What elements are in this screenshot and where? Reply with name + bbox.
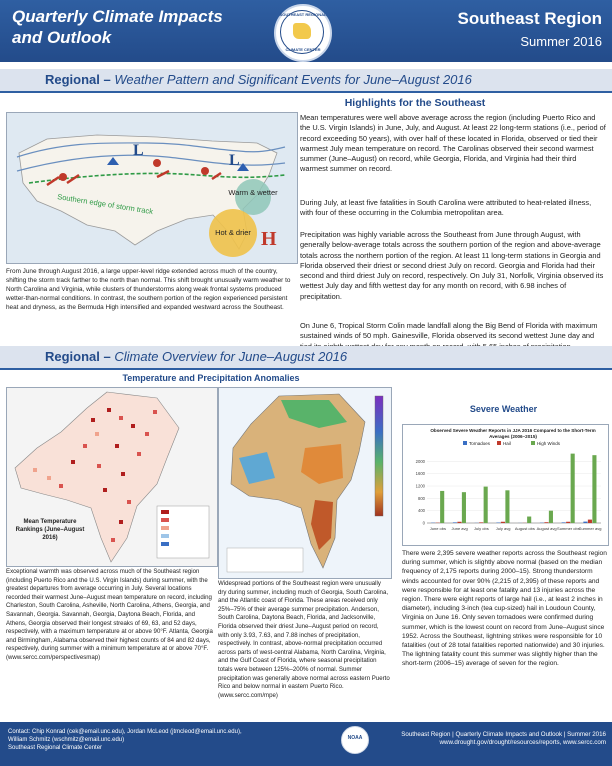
low-pressure-1: L: [133, 142, 144, 159]
legend-swatch: [531, 441, 535, 445]
bar: [462, 492, 466, 523]
region-name: Southeast Region: [457, 9, 602, 28]
warm-wetter-label: Warm & wetter: [228, 188, 278, 197]
weather-pattern-map: [6, 112, 298, 264]
x-tick-label: Summer obs: [557, 526, 580, 531]
precip-map-note: [227, 548, 303, 572]
temp-map-label: Mean Temperature Rankings (June–August 2016): [15, 519, 85, 541]
section-bar-weather-pattern: [37, 69, 612, 93]
temp-precip-heading: Temperature and Precipitation Anomalies: [122, 373, 300, 383]
section-bar-climate-overview: [37, 346, 612, 370]
bar: [484, 487, 488, 523]
legend-label: High Winds: [537, 441, 561, 446]
section-bar-cap: [0, 346, 37, 370]
bar: [583, 522, 587, 523]
hot-drier-label: Hot & drier: [215, 228, 251, 237]
footer-contact: Contact: Chip Konrad (cek@email.unc.edu), Jordan McLeod (jtmcleod@email.unc.edu), William Schmitz (wschmitz@email.unc.edu) Southeast Regional Climate Center: [8, 729, 242, 751]
legend-swatch: [463, 441, 467, 445]
noaa-logo: NOAA: [341, 726, 369, 754]
bar: [505, 490, 509, 523]
bar: [549, 511, 553, 523]
y-tick-label: 1600: [415, 471, 425, 477]
x-tick-label: August avg: [536, 526, 557, 531]
y-tick-label: 800: [418, 495, 425, 501]
x-tick-label: July obs: [474, 526, 489, 531]
bar: [544, 522, 548, 523]
precipitation-caption: Widespread portions of the Southeast region were unusually dry during summer, including much of Georgia, South Carolina, and the Atlantic coast of Florida. These areas received only 25%–75% of their average summer precipitation. Anderson, South Carolina, Daytona Beach, Florida, and Jacksonville, Florida observed their driest June–August period on record, with only 3.93, 7.63, and 7.88 inches of precipitation, respectively. In contrast, above-normal precipitation occurred across parts of west-central Alabama, North Carolina, Virginia, and the Gulf Coast of Florida, where seasonal precipitation totals were between 125%–200% of normal. Summer precipitation was generally above normal across eastern Puerto Rico and below normal in eastern Puerto Rico. (www.sercc.com/mpe): [218, 580, 390, 699]
bar: [453, 522, 457, 523]
footer-citation: Southeast Region | Quarterly Climate Impacts and Outlook | Summer 2016 www.drought.gov/drought/resources/reports, www.sercc.com: [360, 731, 606, 748]
y-tick-label: 2000: [415, 458, 425, 464]
y-tick-label: 400: [418, 508, 425, 514]
bar: [457, 522, 461, 523]
severe-weather-caption: There were 2,395 severe weather reports across the Southeast region during summer, which is slightly above normal (based on the median frequency of 2,175 reports during 2000–15). Strong thunderstorm winds accounted for over 90% (2,215 of 2,395) of these reports and were responsible for at least one fatality and 13 injuries across the region. There were eight reports of large hail (i.e., at least 2 inches in diameter), including 3-inch (tea cup-sized) hail in Loudoun County, Virginia on June 16. Only seven tornadoes were confirmed during summer, which is the lowest count on record from June–August since 1952. Across the Southeast, lightning strikes were responsible for 10 fatalities (out of 28 total fatalities reported nationwide) and 30 injuries. The lightning fatality count this summer was slightly higher than the short-term (2006–15) average of seven for the region.: [402, 550, 607, 668]
y-tick-label: 0: [422, 520, 425, 526]
x-tick-label: Summer avg: [578, 526, 602, 531]
bar: [501, 522, 505, 523]
map-caption: From June through August 2016, a large upper-level ridge extended across much of the country, shifting the storm track farther to the north than normal. This shift brought unusually warm weather to North Carolina and Virginia, while clusters of thunderstorms along weak frontal systems produced wetter-than-normal conditions. In contrast, the southern portion of the region experienced persistent heat and dryness, as the Bermuda High intensified and expanded westward across the Southeast.: [6, 268, 291, 311]
bar: [566, 522, 570, 523]
highlights-heading: Highlights for the Southeast: [344, 97, 486, 109]
highlight-paragraph-3: Precipitation was highly variable across the Southeast from June through August, with generally below-average totals across the southern portion of the region and above-average totals across the northern portion of the region. At least 11 long-term stations in Georgia and Florida observed their driest or second driest July on record. Georgia and Florida had their second and third driest July on record, respectively. On July 31, Norfolk, Virginia observed its wettest July day and fifth wettest day for any month on record, with 6.98 inches of precipitation.: [300, 230, 604, 301]
footer-links[interactable]: www.drought.gov/drought/resources/reports, www.sercc.com: [439, 739, 606, 747]
bar: [562, 522, 566, 523]
bar: [588, 520, 592, 523]
x-tick-label: June obs: [429, 526, 446, 531]
legend-label: Hail: [503, 441, 511, 446]
storm-track-label: Southern edge of storm track: [56, 192, 154, 217]
temperature-caption: Exceptional warmth was observed across much of the Southeast region (including Puerto Rico and the U.S. Virgin Islands) during summer, with the greatest departures from average occurring in July. Several locations recorded their warmest June–August mean temperature on record, including Charleston, South Carolina, Asheville, North Carolina, Athens, Georgia, and Savannah, Georgia. Savannah, Georgia, Daytona Beach, Florida, and Athens, Georgia observed their longest streaks of 69, 63, and 52 days, respectively, with a maximum temperature at or above 90°F. Atlanta, Georgia and Birmingham, Alabama observed their highest counts of 84 and 82 days, respectively, during summer with a minimum temperature at or above 70°F. (www.sercc.com/perspectivesmap): [6, 568, 213, 661]
severe-weather-heading: Severe Weather: [469, 404, 538, 414]
bar: [592, 455, 596, 523]
bar: [571, 454, 575, 523]
x-tick-label: June avg: [451, 526, 468, 531]
bar: [527, 517, 531, 523]
season-label: Summer 2016: [520, 34, 602, 49]
chart-title: Observed Severe Weather Reports in JJA 2016 Compared to the Short-Term Averages (2006–2015): [430, 428, 596, 439]
sercc-logo: [274, 4, 332, 62]
high-pressure: H: [261, 228, 277, 250]
bar: [479, 522, 483, 523]
highlight-paragraph-2: During July, at least five fatalities in South Carolina were attributed to heat-related illness, with four of these occurring in the Columbia metropolitan area.: [300, 198, 592, 218]
bar: [440, 491, 444, 523]
x-tick-label: August obs: [514, 526, 535, 531]
logo-bottom-text: CLIMATE CENTER: [285, 47, 321, 52]
legend-swatch: [497, 441, 501, 445]
section-bar-bold: Regional –: [45, 72, 111, 87]
section-bar-italic: Climate Overview for June–August 2016: [114, 349, 348, 364]
section-bar-cap: [0, 69, 37, 93]
highlight-paragraph-1: Mean temperatures were well above average across the region (including Puerto Rico and the U.S. Virgin Islands) in June, July, and August. At least 22 long-term stations (i.e., period of record exceeding 50 years), with over half of these located in Florida, observed or tied their warmest July mean temperature on record. The Carolinas observed their second warmest summer (June–August) on record, while Georgia, Florida, and Virginia had their third warmest summer on record.: [300, 113, 606, 174]
low-pressure-2: L: [229, 152, 240, 169]
logo-top-text: SOUTHEAST REGIONAL: [279, 12, 327, 17]
precip-colorbar: [375, 396, 383, 516]
precipitation-anomaly-map: [218, 387, 392, 579]
section-bar-bold: Regional –: [45, 349, 111, 364]
y-tick-label: 1200: [415, 483, 425, 489]
report-title-line1: Quarterly Climate Impacts: [12, 7, 223, 26]
highlight-paragraph-4: On June 6, Tropical Storm Colin made landfall along the Big Bend of Florida with maximum sustained winds of 50 mph. Gainesville, Florida observed its second wettest June day and: [300, 321, 598, 341]
severe-weather-chart: [402, 424, 609, 546]
legend-label: Tornadoes: [469, 441, 491, 446]
warm-wetter-zone: [235, 179, 271, 215]
section-bar-italic: Weather Pattern and Significant Events for June–August 2016: [114, 72, 472, 87]
x-tick-label: July avg: [495, 526, 511, 531]
temperature-rankings-map: [6, 387, 218, 567]
report-title: [12, 6, 232, 48]
report-title-line2: and Outlook: [12, 28, 112, 47]
